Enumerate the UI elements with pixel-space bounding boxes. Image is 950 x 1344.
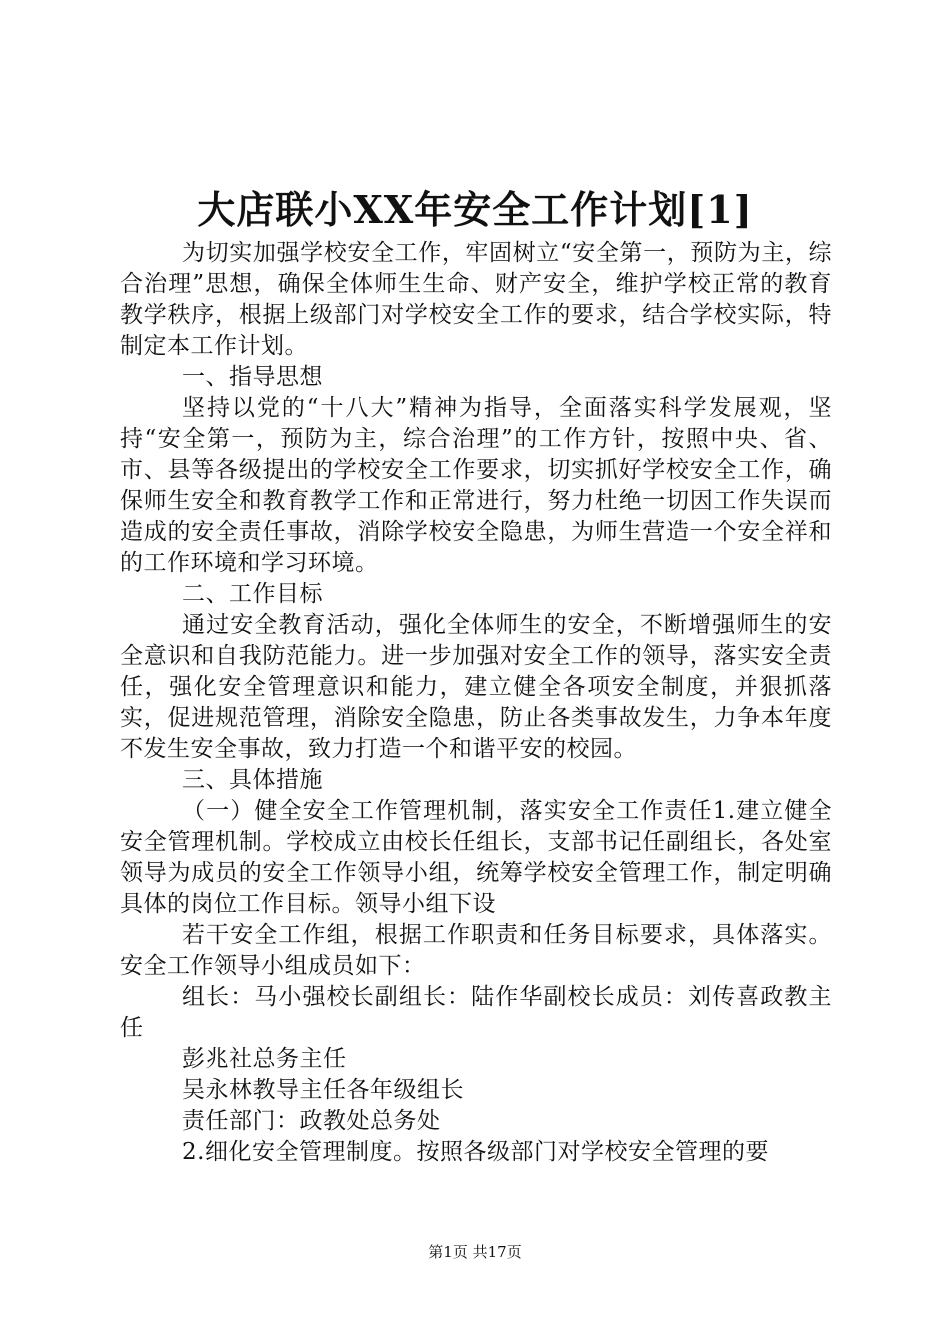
paragraph-work-goals: 通过安全教育活动，强化全体师生的安全，不断增强师生的安全意识和自我防范能力。进一步加强对安全工作的领导，落实安全责任，强化安全管理意识和能力，建立健全各项安全制度，并狠抓落实，促进规范管理，消除安全隐患，防止各类事故发生，力争本年度不发生安全事故，致力打造一个和谐平安的校园。: [120, 612, 832, 762]
member-line-2: 吴永林教导主任各年级组长: [182, 1077, 464, 1103]
paragraph-intro: 为切实加强学校安全工作，牢固树立“安全第一，预防为主，综合治理”思想，确保全体师生生命、财产安全，维护学校正常的教育教学秩序，根据上级部门对学校安全工作的要求，结合学校实际，特制定本工作计划。: [120, 240, 832, 359]
paragraph-measures-2: 若干安全工作组，根据工作职责和任务目标要求，具体落实。安全工作领导小组成员如下：: [120, 922, 832, 979]
document-title: 大店联小XX年安全工作计划[1]: [197, 187, 753, 232]
paragraph-guiding-ideology: 坚持以党的“十八大”精神为指导，全面落实科学发展观，坚持“安全第一，预防为主，综合治理”的工作方针，按照中央、省、市、县等各级提出的学校安全工作要求，切实抓好学校安全工作，确保师生安全和教育教学工作和正常进行，努力杜绝一切因工作失误而造成的安全责任事故，消除学校安全隐患，为师生营造一个安全祥和的工作环境和学习环境。: [120, 395, 832, 576]
member-line-1: 彭兆社总务主任: [182, 1046, 347, 1072]
paragraph-measures-1: （一）健全安全工作管理机制，落实安全工作责任1.建立健全安全管理机制。学校成立由校长任组长，支部书记任副组长，各处室领导为成员的安全工作领导小组，统筹学校安全管理工作，制定明确具体的岗位工作目标。领导小组下设: [120, 798, 832, 917]
page-footer: 第1页 共17页: [428, 1243, 522, 1261]
paragraph-regulations: 2.细化安全管理制度。按照各级部门对学校安全管理的要: [182, 1139, 769, 1165]
document-body: [120, 238, 832, 1168]
paragraph-members: 组长：马小强校长副组长：陆作华副校长成员：刘传喜政教主任: [120, 984, 832, 1041]
section-heading-work-goals: 二、工作目标: [182, 581, 323, 607]
section-heading-measures: 三、具体措施: [182, 767, 323, 793]
member-line-3: 责任部门：政教处总务处: [182, 1108, 441, 1134]
section-heading-guiding-ideology: 一、指导思想: [182, 364, 323, 390]
